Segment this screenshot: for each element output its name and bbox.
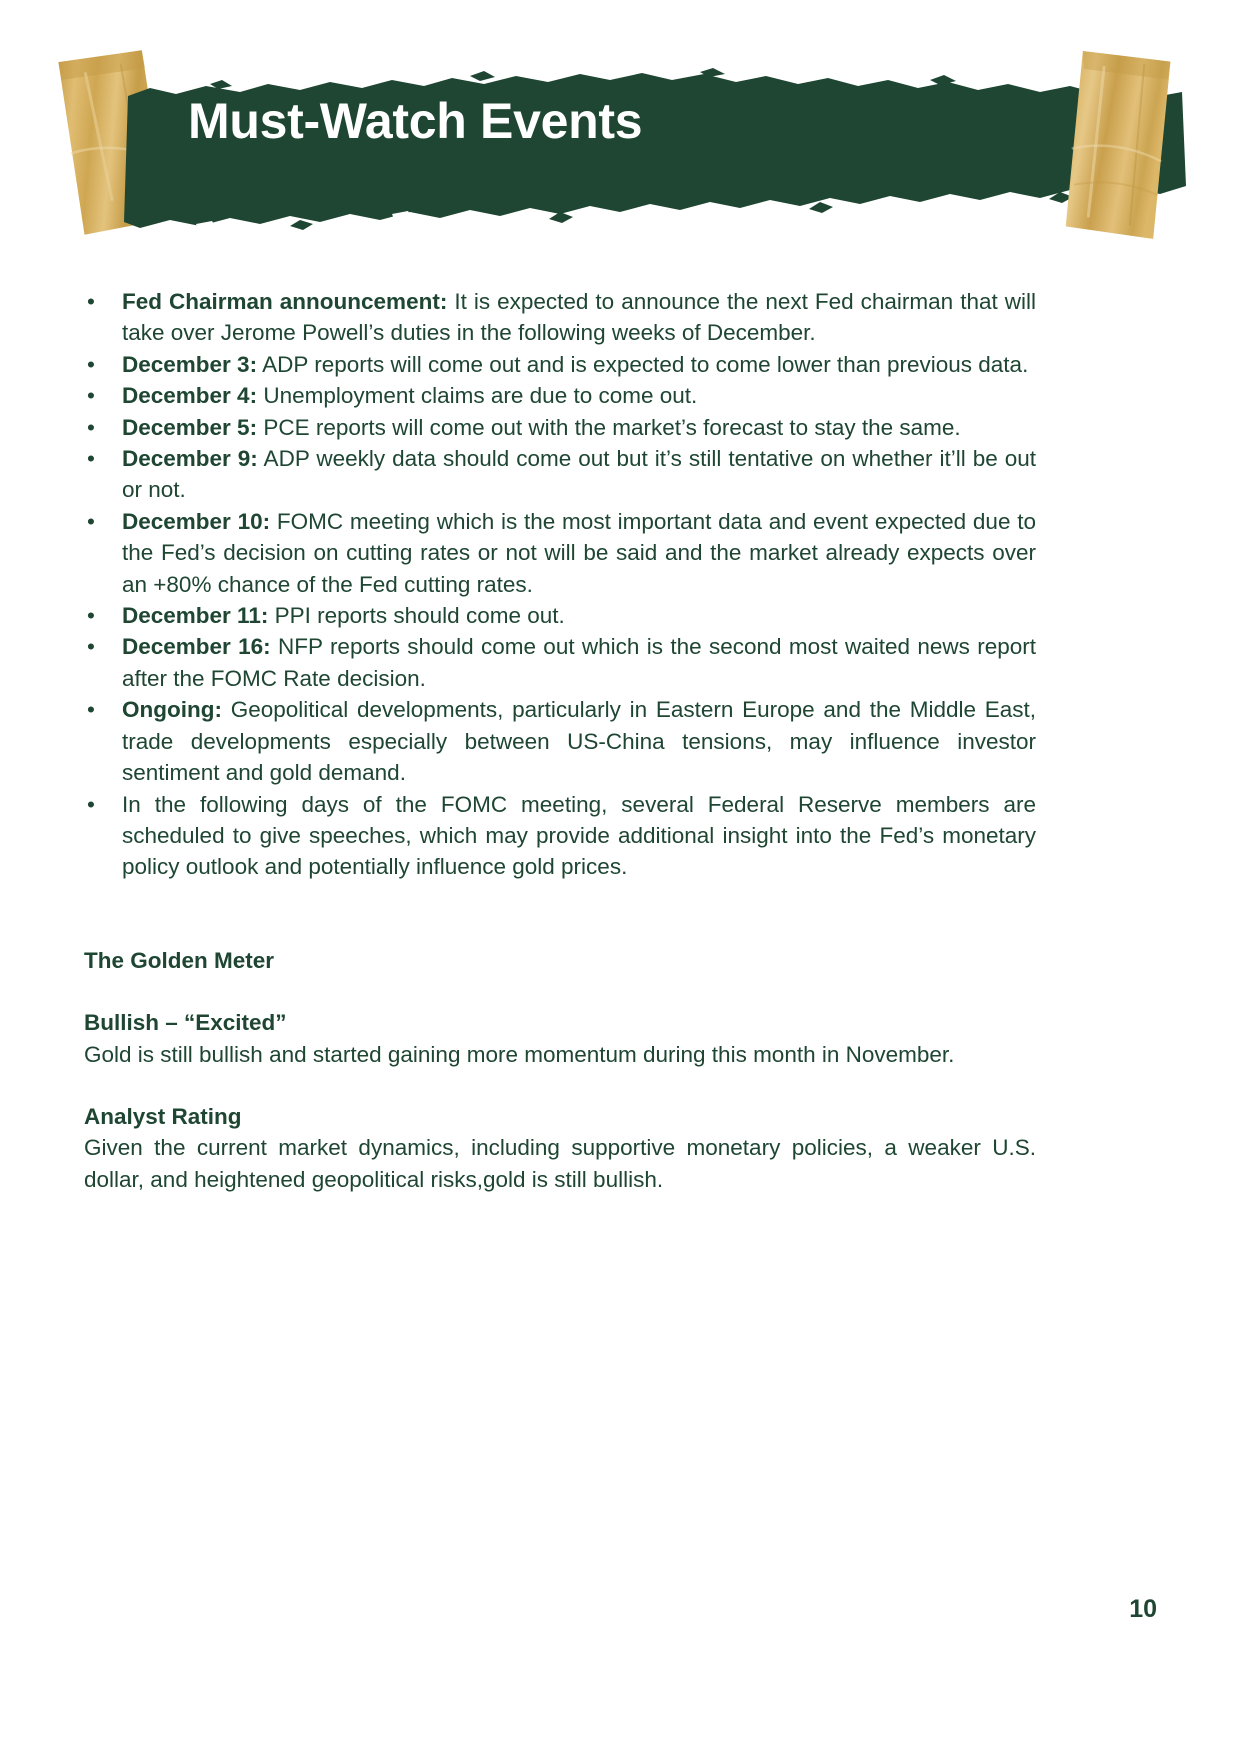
bullet-icon: • [87,351,95,377]
bullet-icon: • [87,414,95,440]
spacer [84,976,1036,1007]
event-label: Fed Chairman announcement: [122,289,448,314]
list-item [84,600,1036,631]
event-text: FOMC meeting which is the most important data and event expected due to the Fed’s decision on cutting rates or not will be said and the market already expects over an +80% chance of the Fed cutting rates. [122,508,1036,597]
event-label: December 16: [122,634,271,660]
bullet-icon: • [87,634,95,660]
tape-right-icon [1065,51,1170,240]
bullet-icon: • [87,603,95,629]
event-label: December 3: [122,351,258,377]
list-item [84,412,1036,443]
sentiment-heading: Bullish – “Excited” [84,1010,287,1036]
event-label: Ongoing: [122,697,222,723]
bullet-icon: • [87,508,95,534]
event-text: In the following days of the FOMC meeting, several Federal Reserve members are scheduled to give speeches, which may provide additional insight into the Fed’s monetary policy outlook and potentially influence gold prices. [122,791,1036,880]
event-text: PPI reports should come out. [268,603,565,629]
list-item [84,789,1036,883]
event-text: NFP reports should come out which is the second most waited news report after the FOMC Rate decision. [122,634,1036,691]
event-label: December 10: [122,508,271,534]
event-text: ADP weekly data should come out but it’s still tentative on whether it’ll be out or not. [122,446,1036,503]
bullet-icon: • [87,697,95,723]
analyst-rating-text: Given the current market dynamics, including supportive monetary policies, a weaker U.S. dollar, and heightened geopolitical risks,gold is still bullish. [84,1135,1036,1192]
bullet-icon: • [87,383,95,409]
event-label: December 11: [122,603,269,629]
bullet-icon: • [87,791,95,817]
event-label: December 9: [122,446,258,472]
golden-meter-heading: The Golden Meter [84,947,275,973]
spacer [84,883,1036,945]
event-text: Geopolitical developments, particularly in Eastern Europe and the Middle East, trade developments especially between US-China tensions, may influence investor sentiment and gold demand. [122,697,1036,786]
event-text: Unemployment claims are due to come out. [257,383,698,409]
list-item [84,694,1036,788]
spacer [84,1070,1036,1101]
event-label: December 5: [122,414,258,440]
analyst-rating-heading: Analyst Rating [84,1103,242,1129]
event-text: ADP reports will come out and is expected to come lower than previous data. [257,351,1029,377]
bullet-icon: • [87,446,95,472]
list-item [84,631,1036,694]
page-content [84,286,1036,1195]
page-title: Must-Watch Events [188,93,643,149]
list-item [84,286,1036,349]
list-item [84,380,1036,411]
event-text: PCE reports will come out with the market’s forecast to stay the same. [257,414,961,440]
list-item [84,506,1036,600]
sentiment-text: Gold is still bullish and started gaining more momentum during this month in November. [84,1041,955,1067]
bullet-icon: • [87,289,95,314]
list-item [84,349,1036,380]
page-header-banner [0,0,1241,250]
page-number: 10 [1129,1595,1157,1623]
must-watch-events-list [84,286,1036,883]
list-item [84,443,1036,506]
event-text: It is expected to announce the next Fed chairman that will take over Jerome Powell’s duties in the following weeks of December. [122,289,1036,346]
event-label: December 4: [122,383,258,409]
